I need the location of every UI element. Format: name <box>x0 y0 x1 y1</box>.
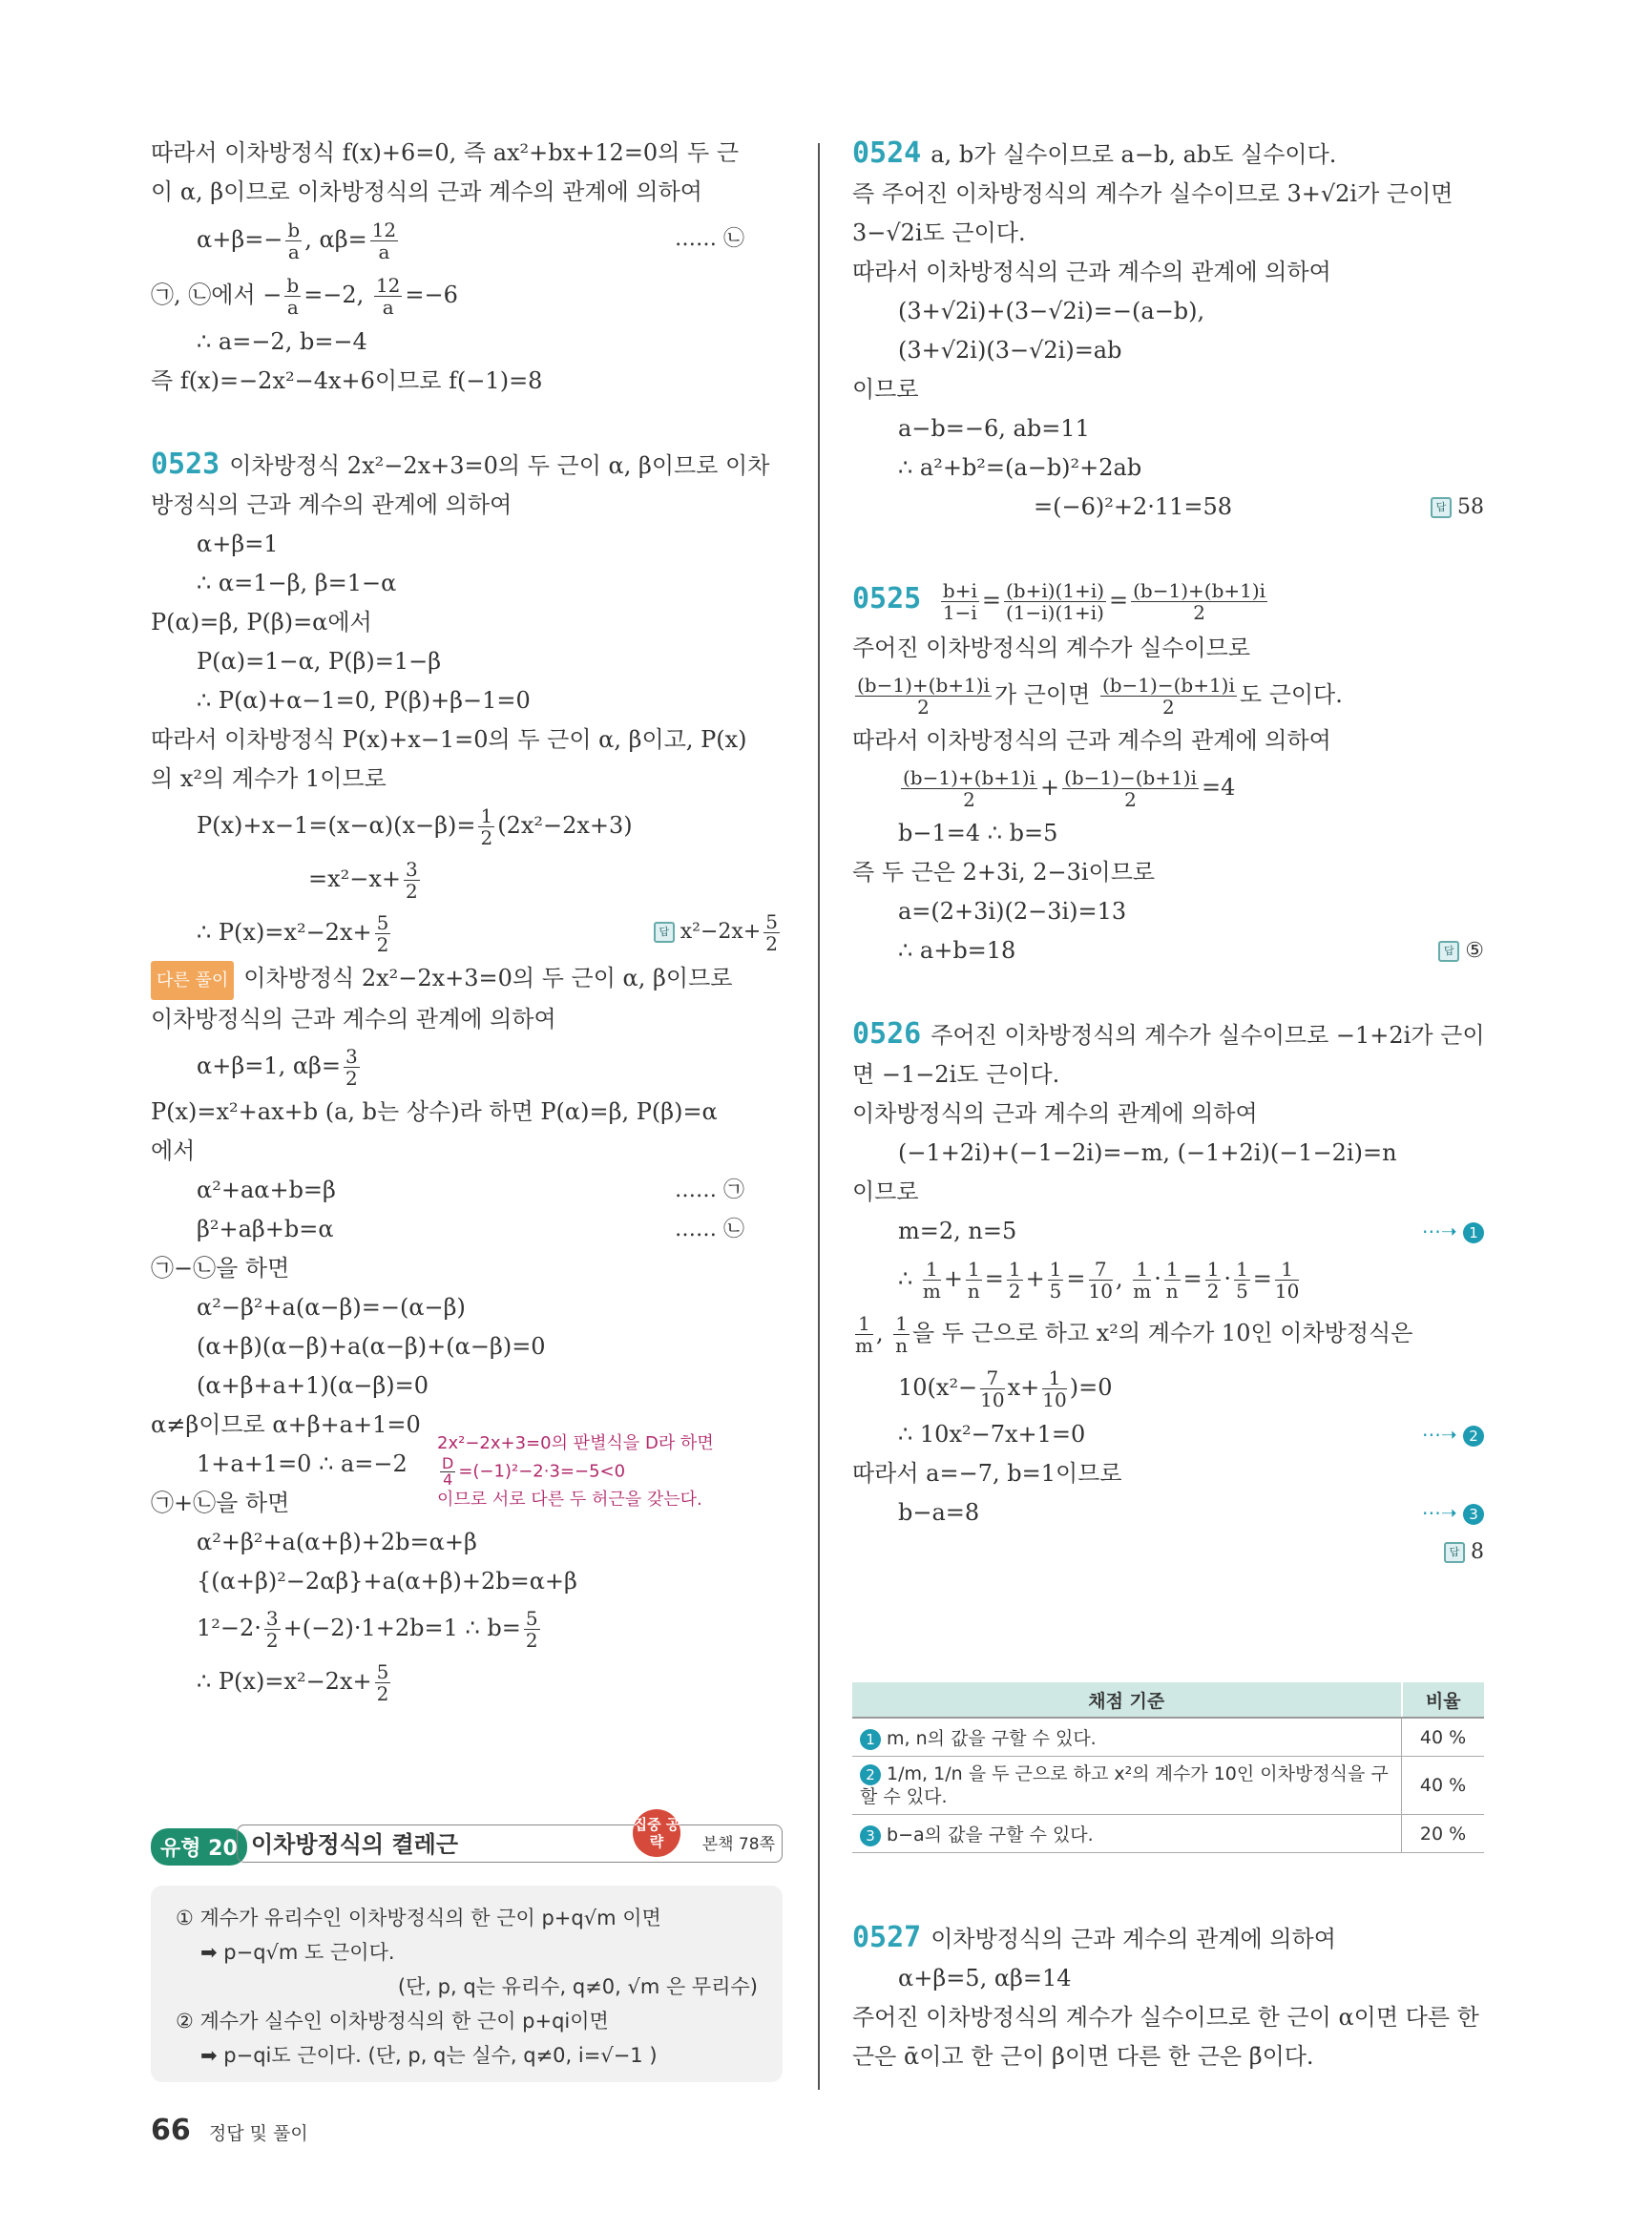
type-title: 이차방정식의 켤레근 <box>237 1824 783 1863</box>
marker: …… ㉡ <box>675 227 744 251</box>
text-line: 근은 ᾱ이고 한 근이 β이면 다른 한 근은 β̄이다. <box>852 2043 1314 2070</box>
problem-number: 0526 <box>852 1017 922 1051</box>
equation-line: α≠β이므로 α+β+a+1=0 <box>151 1411 421 1438</box>
text-line: 즉 두 근은 2+3i, 2−3i이므로 <box>852 859 1156 886</box>
equation-line: ∴ P(x)=x²−2x+ $\frac{5}{2}$ 답 x²−2x+ $\frac{5}{2}$ <box>151 906 783 959</box>
text-line: 면 −1−2i도 근이다. <box>852 1061 1060 1088</box>
tip-line: ① 계수가 유리수인 이차방정식의 한 근이 p+q√m 이면 <box>176 1907 661 1929</box>
answer-icon: 답 <box>654 922 675 943</box>
equation-line: =(−6)²+2·11=58 답 58 <box>852 488 1484 527</box>
equation-line: β²+aβ+b=α …… ㉡ <box>197 1216 744 1242</box>
tip-line: (단, p, q는 유리수, q≠0, √m 은 무리수) <box>397 1975 758 1998</box>
equation-line: =x²−x+ $\frac{3}{2}$ <box>308 858 418 903</box>
tip-line: ➡ p−q√m 도 근이다. <box>200 1941 395 1964</box>
step-number-icon: 2 <box>860 1764 881 1785</box>
text-line: 이므로 <box>852 376 919 403</box>
criteria-header: 채점 기준 <box>852 1682 1402 1718</box>
problem-0524: 0524 a, b가 실수이므로 a−b, ab도 실수이다. <box>852 136 1337 170</box>
step-marker: ⋯➝ 2 <box>1422 1415 1484 1454</box>
text-line: ㉠−㉡을 하면 <box>151 1255 290 1282</box>
equation-line: α+β=1, αβ= $\frac{3}{2}$ <box>197 1045 358 1090</box>
text-line: P(x)=x²+ax+b (a, b는 상수)라 하면 P(α)=β, P(β)=α <box>151 1098 718 1125</box>
equation-line: 10(x²− $\frac{7}{10}$ x+ $\frac{1}{10}$ )=0 <box>898 1366 1113 1411</box>
equation-line: 1+a+1=0 ∴ a=−2 2x²−2x+3=0의 판별식을 D라 하면 $\frac{D}{4}$ =(−1)²−2·3=−5<0 이므로 서로 다른 두 허근을 갖는다. <box>151 1445 783 1484</box>
other-solution: 다른 풀이 이차방정식 2x²−2x+3=0의 두 근이 α, β이므로 <box>151 959 783 1000</box>
equation-line: ㉠, ㉡에서 − $\frac{b}{a}$ =−2, $\frac{12}{a}$ =−6 <box>151 274 458 319</box>
problem-number: 0527 <box>852 1921 922 1954</box>
step-number-icon: 1 <box>860 1729 881 1750</box>
problem-0527-block <box>852 1918 1484 2076</box>
equation-line: 1²−2· $\frac{3}{2}$ +(−2)·1+2b=1 ∴ b= $\frac{5}{2}$ <box>197 1607 538 1652</box>
text-line: 3−√2i도 근이다. <box>852 219 1026 246</box>
focus-badge: 집중 공략 <box>633 1809 680 1857</box>
equation-line: α+β=5, αβ=14 <box>898 1965 1072 1991</box>
text-line: 따라서 a=−7, b=1이므로 <box>852 1460 1122 1487</box>
scoring-table <box>852 1682 1484 1853</box>
equation-line: a=(2+3i)(2−3i)=13 <box>898 898 1127 925</box>
text-line: 따라서 이차방정식의 근과 계수의 관계에 의하여 <box>852 727 1331 754</box>
equation-line: (α+β+a+1)(α−β)=0 <box>197 1372 429 1399</box>
answer: 답 8 <box>1444 1533 1484 1572</box>
page-number: 66 <box>151 2114 191 2147</box>
equation-line: (−1+2i)+(−1−2i)=−m, (−1+2i)(−1−2i)=n <box>898 1139 1397 1166</box>
tip-line: ② 계수가 실수인 이차방정식의 한 근이 p+qi이면 <box>176 2010 609 2033</box>
equation-line: α+β=− $\frac{b}{a}$ , αβ= $\frac{12}{a}$ …… ㉡ <box>151 212 783 267</box>
equation-line: α²+aα+b=β …… ㉠ <box>197 1177 744 1203</box>
problem-number: 0523 <box>151 448 220 481</box>
equation-line: ∴ 10x²−7x+1=0 ⋯➝ 2 <box>852 1415 1484 1454</box>
text-line: 주어진 이차방정식의 계수가 실수이므로 <box>852 635 1251 661</box>
text-line: 이므로 <box>852 1178 919 1205</box>
equation-line: ∴ a=−2, b=−4 <box>197 328 367 355</box>
answer: 답 x²−2x+ $\frac{5}{2}$ <box>654 906 783 959</box>
left-column <box>151 134 783 1708</box>
step-marker: ⋯➝ 1 <box>1422 1212 1484 1251</box>
equation-line: α²−β²+a(α−β)=−(α−β) <box>197 1294 466 1321</box>
other-solution-tag: 다른 풀이 <box>151 961 234 1000</box>
text-line: 따라서 이차방정식의 근과 계수의 관계에 의하여 <box>852 259 1331 285</box>
answer-icon: 답 <box>1431 497 1452 518</box>
answer-icon: 답 <box>1444 1542 1465 1563</box>
footer-label: 정답 및 풀이 <box>208 2123 308 2144</box>
text-line: 주어진 이차방정식의 계수가 실수이므로 한 근이 α이면 다른 한 <box>852 2004 1479 2031</box>
text-line: 즉 주어진 이차방정식의 계수가 실수이므로 3+√2i가 근이면 <box>852 180 1453 207</box>
step-number-icon: 3 <box>860 1825 881 1846</box>
tip-line: ➡ p−qi도 근이다. (단, p, q는 실수, q≠0, i=√−1 ) <box>200 2044 658 2067</box>
problem-0523: 0523 이차방정식 2x²−2x+3=0의 두 근이 α, β이므로 이차 <box>151 448 770 481</box>
equation-line: m=2, n=5 ⋯➝ 1 <box>852 1212 1484 1251</box>
table-row: 3 b−a의 값을 구할 수 있다. 20 % <box>852 1815 1484 1853</box>
text-line: 에서 <box>151 1137 196 1164</box>
equation-line: a−b=−6, ab=11 <box>898 415 1090 442</box>
text-line: $\frac{(b-1)+(b+1)i}{2}$ 가 근이면 $\frac{(b-1)-(b+1)i}{2}$ 도 근이다. <box>857 674 1343 719</box>
text-line: 이 α, β이므로 이차방정식의 근과 계수의 관계에 의하여 <box>151 178 702 205</box>
right-column <box>852 134 1484 1572</box>
equation-line: P(α)=β, P(β)=α에서 <box>151 609 372 636</box>
text-line: 의 x²의 계수가 1이므로 <box>151 765 387 792</box>
equation-line: 즉 f(x)=−2x²−4x+6이므로 f(−1)=8 <box>151 367 543 394</box>
problem-0526: 0526 주어진 이차방정식의 계수가 실수이므로 −1+2i가 근이 <box>852 1017 1485 1051</box>
equation-line: {(α+β)²−2αβ}+a(α+β)+2b=α+β <box>197 1568 577 1595</box>
equation-line: ∴ $\frac{1}{m}$ + $\frac{1}{n}$ = $\frac{1}{2}$ + $\frac{1}{5}$ = $\frac{7}{10}$ , $\frac{1}{m}$ · $\frac{1}{n}$ = $\frac{1}{2}$ · $\frac{1}{5}$ = $\frac{1}{10}$ <box>898 1258 1300 1303</box>
text-line: $\frac{1}{m}$ , $\frac{1}{n}$ 을 두 근으로 하고 x²의 계수가 10인 이차방정식은 <box>855 1312 1413 1357</box>
step-number-icon: 3 <box>1463 1504 1484 1525</box>
problem-number: 0525 <box>852 582 922 615</box>
equation-line: P(x)+x−1=(x−α)(x−β)= $\frac{1}{2}$ (2x²−2x+3) <box>197 804 633 849</box>
equation-line: b−1=4 ∴ b=5 <box>898 820 1058 846</box>
type-header <box>151 1816 783 1868</box>
page-footer <box>151 2114 308 2147</box>
equation-line: ∴ a²+b²=(a−b)²+2ab <box>898 454 1142 481</box>
text-line: ㉠+㉡을 하면 <box>151 1490 290 1516</box>
answer: 답 ⑤ <box>1438 931 1484 970</box>
table-row: 2 1/m, 1/n 을 두 근으로 하고 x²의 계수가 10인 이차방정식을 구할 수 있다. 40 % <box>852 1757 1484 1815</box>
table-row: 1 m, n의 값을 구할 수 있다. 40 % <box>852 1718 1484 1757</box>
equation-line: ∴ a+b=18 답 ⑤ <box>852 931 1484 970</box>
side-note: 2x²−2x+3=0의 판별식을 D라 하면 $\frac{D}{4}$ =(−1)²−2·3=−5<0 이므로 서로 다른 두 허근을 갖는다. <box>437 1433 714 1510</box>
text-line: 따라서 이차방정식 P(x)+x−1=0의 두 근이 α, β이고, P(x) <box>151 726 747 753</box>
answer-line <box>852 1533 1484 1572</box>
equation-line: b−a=8 ⋯➝ 3 <box>852 1493 1484 1533</box>
text-line: 이차방정식의 근과 계수의 관계에 의하여 <box>852 1100 1258 1127</box>
type-badge: 유형 20 <box>151 1828 247 1866</box>
equation-line: α²+β²+a(α+β)+2b=α+β <box>197 1529 477 1555</box>
equation-line: ∴ P(x)=x²−2x+ $\frac{5}{2}$ <box>197 1660 389 1705</box>
step-number-icon: 1 <box>1463 1222 1484 1243</box>
problem-0527: 0527 이차방정식의 근과 계수의 관계에 의하여 <box>852 1921 1336 1954</box>
equation-line: (3+√2i)(3−√2i)=ab <box>898 337 1122 364</box>
problem-number: 0524 <box>852 136 922 170</box>
equation-line: ∴ P(α)+α−1=0, P(β)+β−1=0 <box>197 687 531 714</box>
text-line: 따라서 이차방정식 f(x)+6=0, 즉 ax²+bx+12=0의 두 근 <box>151 139 740 166</box>
step-number-icon: 2 <box>1463 1426 1484 1447</box>
equation-line: ∴ α=1−β, β=1−α <box>197 570 397 596</box>
answer-icon: 답 <box>1438 941 1459 962</box>
problem-0525: 0525 $\frac{b+i}{1-i}$ = $\frac{(b+i)(1+i)}{(1-i)(1+i)}$ = $\frac{(b-1)+(b+1)i}{2}$ <box>852 579 1266 624</box>
answer: 답 58 <box>1431 488 1484 527</box>
equation-line: α+β=1 <box>197 531 279 557</box>
equation-line: (α+β)(α−β)+a(α−β)+(α−β)=0 <box>197 1333 546 1360</box>
step-marker: ⋯➝ 3 <box>1422 1493 1484 1533</box>
equation-line: (3+√2i)+(3−√2i)=−(a−b), <box>898 298 1205 324</box>
column-divider <box>818 143 820 2090</box>
book-reference: 본책 78쪽 <box>701 1835 775 1854</box>
tip-box <box>151 1886 783 2082</box>
ratio-header: 비율 <box>1402 1682 1485 1718</box>
equation-line: P(α)=1−α, P(β)=1−β <box>197 648 442 675</box>
text-line: 이차방정식의 근과 계수의 관계에 의하여 <box>151 1006 556 1032</box>
text-line: 방정식의 근과 계수의 관계에 의하여 <box>151 491 512 518</box>
equation-line: $\frac{(b-1)+(b+1)i}{2}$ + $\frac{(b-1)-(b+1)i}{2}$ =4 <box>903 766 1236 811</box>
